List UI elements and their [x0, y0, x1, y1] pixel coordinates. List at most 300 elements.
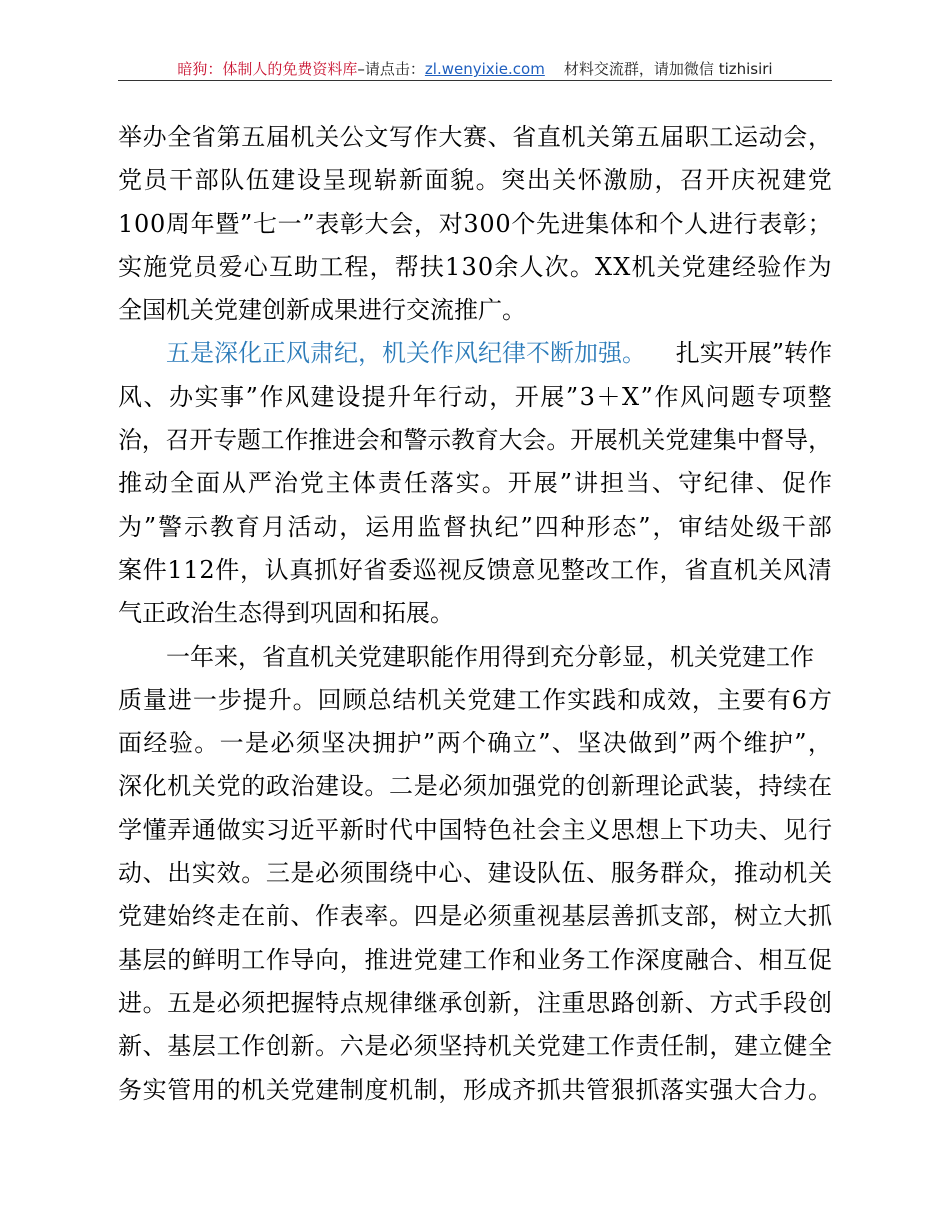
glyph: 度 [660, 945, 685, 974]
glyph: 体 [610, 209, 635, 238]
glyph: 馈 [486, 555, 511, 584]
glyph: 、 [758, 815, 783, 844]
glyph: 关 [191, 772, 216, 801]
glyph: 武 [684, 772, 709, 801]
glyph: 注 [536, 988, 561, 1017]
glyph: 建 [734, 1032, 759, 1061]
glyph: 职 [684, 123, 709, 151]
glyph: 、 [755, 469, 780, 498]
glyph: 爱 [218, 252, 243, 281]
glyph: 握 [290, 988, 315, 1017]
glyph: 项 [782, 382, 807, 411]
glyph: 部 [684, 902, 709, 931]
glyph: 须 [241, 988, 266, 1017]
body-line-tail: 扎实开展”转作 [675, 339, 832, 368]
glyph: 量 [142, 685, 167, 714]
glyph: 机 [290, 123, 315, 151]
glyph: 当 [625, 469, 650, 498]
glyph: 做 [216, 815, 241, 844]
glyph: 抓 [314, 555, 339, 584]
glyph: 弄 [167, 815, 192, 844]
glyph: 结 [392, 685, 417, 714]
glyph: 新 [660, 988, 685, 1017]
glyph: 励 [628, 166, 653, 195]
glyph: 实 [118, 252, 142, 281]
glyph: 提 [361, 382, 386, 411]
glyph: 建 [782, 166, 807, 195]
glyph: 明 [216, 945, 241, 974]
glyph: 二 [389, 772, 414, 801]
glyph: 出 [526, 166, 551, 195]
glyph: 坚 [321, 729, 346, 758]
glyph: 、 [143, 382, 168, 411]
glyph: 工 [260, 426, 285, 455]
glyph: 员 [143, 166, 168, 195]
glyph: 一 [192, 685, 217, 714]
glyph: 关 [807, 859, 832, 888]
glyph: 必 [216, 988, 241, 1017]
glyph: 作 [542, 685, 567, 714]
glyph: 省 [512, 123, 537, 151]
glyph: 育 [235, 512, 260, 541]
glyph: 展 [533, 469, 558, 498]
body-line [118, 939, 832, 982]
glyph: 加 [487, 772, 512, 801]
glyph: 案 [118, 555, 142, 584]
glyph: 创 [462, 988, 487, 1017]
glyph: 个 [718, 729, 742, 758]
glyph: 管 [167, 1075, 192, 1104]
glyph: 大 [364, 209, 389, 238]
glyph: 健 [783, 1032, 808, 1061]
glyph: 夫 [734, 815, 759, 844]
glyph: 四 [413, 902, 438, 931]
glyph: 会 [522, 426, 547, 455]
glyph: 省 [191, 123, 216, 151]
glyph: 基 [118, 945, 142, 974]
glyph: 活 [287, 512, 312, 541]
glyph: 设 [296, 166, 321, 195]
glyph: ， [438, 1075, 463, 1104]
glyph: 政 [265, 772, 290, 801]
glyph: 为 [807, 252, 832, 281]
glyph: 守 [677, 469, 702, 498]
glyph: 表 [758, 209, 783, 238]
glyph: 须 [487, 902, 512, 931]
glyph: 0 [133, 209, 150, 238]
glyph: 0 [495, 209, 511, 238]
glyph: 关 [758, 555, 783, 584]
glyph: ” [678, 729, 692, 758]
glyph: 建 [561, 1032, 586, 1061]
glyph: 。 [546, 426, 571, 455]
glyph: 设 [336, 382, 361, 411]
glyph: 关 [265, 1075, 290, 1104]
glyph: 行 [438, 382, 463, 411]
glyph: X [613, 252, 631, 281]
glyph: 员 [193, 252, 218, 281]
glyph: 护 [397, 729, 422, 758]
glyph: 集 [712, 426, 737, 455]
body-line [118, 765, 832, 808]
glyph: 决 [602, 729, 627, 758]
glyph: 创 [807, 988, 832, 1017]
glyph: 件 [142, 555, 167, 584]
glyph: 思 [610, 815, 635, 844]
glyph: 齐 [512, 1075, 537, 1104]
glyph: 机 [241, 1075, 266, 1104]
glyph: 整 [807, 382, 832, 411]
glyph: 始 [167, 902, 192, 931]
glyph: 用 [191, 1075, 216, 1104]
glyph: ” [794, 729, 807, 758]
glyph: 伍 [561, 859, 586, 888]
glyph: 总 [367, 685, 392, 714]
glyph: 式 [734, 988, 759, 1017]
glyph: ” [559, 469, 573, 498]
glyph: 中 [413, 859, 438, 888]
glyph: 顾 [342, 685, 367, 714]
glyph: 月 [261, 512, 286, 541]
body-line [118, 1069, 832, 1112]
glyph: 集 [585, 209, 610, 238]
glyph: 立 [758, 902, 783, 931]
glyph: ， [709, 902, 734, 931]
glyph: 基 [561, 902, 586, 931]
glyph: 第 [610, 123, 635, 151]
glyph: 次 [544, 252, 569, 281]
glyph: 题 [236, 426, 261, 455]
glyph: 施 [143, 252, 168, 281]
glyph: 育 [474, 426, 499, 455]
glyph: 3 [463, 209, 479, 238]
glyph: 把 [265, 988, 290, 1017]
glyph: 相 [758, 945, 783, 974]
glyph: 第 [216, 123, 241, 151]
glyph: 庆 [731, 166, 756, 195]
glyph: ， [807, 729, 832, 758]
glyph: 促 [807, 945, 832, 974]
glyph: 、 [651, 469, 676, 498]
glyph: 坚 [577, 729, 602, 758]
glyph: ＋ [596, 382, 621, 411]
glyph: 暨 [215, 209, 240, 238]
glyph: 升 [387, 382, 412, 411]
glyph: 人 [519, 252, 544, 281]
glyph: 和 [512, 945, 537, 974]
glyph: 督 [442, 512, 467, 541]
glyph: 、 [290, 902, 315, 931]
glyph: 纪 [494, 512, 519, 541]
glyph: 。 [194, 729, 219, 758]
glyph: 程 [344, 252, 369, 281]
glyph: 视 [437, 555, 462, 584]
glyph: 反 [462, 555, 487, 584]
glyph: 推 [364, 945, 389, 974]
glyph: 是 [290, 859, 315, 888]
body-line [118, 895, 832, 938]
glyph: 表 [315, 209, 340, 238]
header-divider [118, 80, 832, 81]
glyph: 专 [756, 382, 781, 411]
glyph: 实 [194, 382, 219, 411]
glyph: 务 [561, 945, 586, 974]
glyph: 律 [729, 469, 754, 498]
glyph: 党 [216, 772, 241, 801]
glyph: 实 [567, 685, 592, 714]
glyph: 装 [709, 772, 734, 801]
glyph: 践 [592, 685, 617, 714]
glyph: 力 [783, 1075, 808, 1104]
glyph: 做 [628, 729, 653, 758]
glyph: 是 [438, 902, 463, 931]
glyph: ， [709, 1032, 734, 1061]
glyph: 效 [216, 859, 241, 888]
glyph: 的 [216, 1075, 241, 1104]
glyph: 创 [265, 1032, 290, 1061]
glyph: 合 [758, 1075, 783, 1104]
glyph: 彰 [339, 209, 364, 238]
glyph: 要 [741, 685, 766, 714]
glyph: 干 [781, 512, 806, 541]
glyph: 见 [783, 815, 808, 844]
glyph: 省 [684, 555, 709, 584]
glyph: 执 [468, 512, 493, 541]
glyph: 落 [660, 1075, 685, 1104]
glyph: 关 [315, 123, 340, 151]
glyph: 五 [241, 123, 266, 151]
glyph: 治 [290, 772, 315, 801]
glyph: 动 [758, 859, 783, 888]
glyph: 通 [191, 815, 216, 844]
glyph: 扶 [419, 252, 444, 281]
body-line [118, 159, 832, 202]
glyph: 会 [536, 815, 561, 844]
glyph: 六 [339, 1032, 364, 1061]
glyph: 鲜 [191, 945, 216, 974]
glyph: 个 [511, 209, 536, 238]
glyph: 风 [285, 382, 309, 411]
glyph: 效 [666, 685, 691, 714]
glyph: 举 [118, 123, 142, 151]
glyph: 建 [271, 166, 296, 195]
glyph: 立 [512, 729, 537, 758]
glyph: 开 [507, 469, 532, 498]
glyph: 的 [561, 772, 586, 801]
glyph: 作 [284, 426, 309, 455]
glyph: ” [302, 209, 315, 238]
glyph: 责 [377, 469, 402, 498]
glyph: 治 [273, 469, 298, 498]
glyph: 验 [757, 252, 782, 281]
body-line [118, 809, 832, 852]
glyph: 作 [241, 1032, 266, 1061]
glyph: 制 [413, 1075, 438, 1104]
glyph: 党 [413, 945, 438, 974]
glyph: 机 [783, 859, 808, 888]
body-line [118, 246, 832, 289]
glyph: 是 [413, 772, 438, 801]
glyph: 召 [165, 426, 190, 455]
header-link[interactable]: zl.wenyixie.com [424, 60, 545, 78]
glyph: ” [520, 512, 533, 541]
glyph: 突 [501, 166, 526, 195]
glyph: 实 [142, 1075, 167, 1104]
glyph: 新 [610, 772, 635, 801]
glyph: 务 [635, 859, 660, 888]
body-line: 全国机关党建创新成果进行交流推广。 [118, 296, 526, 325]
glyph: 业 [536, 945, 561, 974]
glyph: X [622, 382, 640, 411]
glyph: 率 [364, 902, 389, 931]
glyph: 整 [560, 555, 585, 584]
glyph: 四 [534, 512, 559, 541]
glyph: 0 [149, 209, 166, 238]
body-line [118, 549, 832, 592]
glyph: 赛 [462, 123, 487, 151]
glyph: 任 [403, 469, 428, 498]
glyph: 帮 [394, 252, 419, 281]
glyph: 风 [783, 555, 808, 584]
glyph: 围 [364, 859, 389, 888]
glyph: 问 [705, 382, 730, 411]
glyph: 运 [365, 512, 390, 541]
glyph: 作 [782, 252, 807, 281]
glyph: 群 [660, 859, 685, 888]
glyph: 作 [265, 945, 290, 974]
glyph: ； [807, 209, 832, 238]
glyph: 展 [540, 382, 565, 411]
glyph: 实 [191, 859, 216, 888]
glyph: 必 [462, 902, 487, 931]
glyph: 会 [783, 123, 808, 151]
glyph: 风 [679, 382, 704, 411]
glyph: 促 [781, 469, 806, 498]
glyph: 路 [610, 988, 635, 1017]
glyph: 工 [586, 1032, 611, 1061]
glyph: 绕 [389, 859, 414, 888]
glyph: 建 [142, 902, 167, 931]
glyph: 关 [656, 252, 681, 281]
glyph: 层 [142, 945, 167, 974]
glyph: 教 [209, 512, 234, 541]
glyph: 服 [610, 859, 635, 888]
body-line [118, 1025, 832, 1068]
glyph: 全 [807, 1032, 832, 1061]
glyph: 是 [245, 729, 270, 758]
glyph: 关 [641, 426, 666, 455]
glyph: 中 [413, 815, 438, 844]
glyph: 和 [617, 685, 642, 714]
glyph: 狠 [610, 1075, 635, 1104]
glyph: 激 [603, 166, 628, 195]
glyph: 代 [389, 815, 414, 844]
glyph: 坚 [438, 1032, 463, 1061]
glyph: 前 [265, 902, 290, 931]
glyph: 1 [167, 555, 183, 584]
glyph: 建 [438, 945, 463, 974]
glyph: 进 [118, 988, 142, 1017]
glyph: 工 [610, 555, 635, 584]
glyph: 和 [634, 209, 659, 238]
glyph: 督 [760, 426, 785, 455]
glyph: 公 [339, 123, 364, 151]
glyph: 三 [265, 859, 290, 888]
glyph: 年 [412, 382, 437, 411]
body-line [118, 462, 832, 505]
glyph: 互 [268, 252, 293, 281]
glyph: 、 [142, 1032, 167, 1061]
glyph: 。 [241, 859, 266, 888]
glyph: 监 [416, 512, 441, 541]
glyph: 。 [807, 1075, 832, 1104]
glyph: 持 [462, 1032, 487, 1061]
body-line [118, 419, 832, 462]
glyph: 深 [635, 945, 660, 974]
glyph: 、 [487, 123, 512, 151]
glyph: 行 [733, 209, 758, 238]
glyph: 思 [586, 988, 611, 1017]
glyph: 专 [213, 426, 237, 455]
glyph: 论 [660, 772, 685, 801]
glyph: ， [512, 988, 537, 1017]
glyph: 推 [308, 426, 333, 455]
body-line: 气正政治生态得到巩固和拓展。 [118, 599, 454, 628]
glyph: ， [339, 945, 364, 974]
glyph: 建 [315, 772, 340, 801]
glyph: 落 [429, 469, 454, 498]
body-line [118, 852, 832, 895]
glyph: 设 [512, 859, 537, 888]
glyph: 1 [183, 555, 199, 584]
glyph: ， [339, 512, 364, 541]
glyph: 下 [684, 815, 709, 844]
glyph: 行 [807, 815, 832, 844]
glyph: 心 [243, 252, 268, 281]
glyph: 确 [487, 729, 512, 758]
glyph: 创 [586, 772, 611, 801]
glyph: 担 [599, 469, 624, 498]
glyph: 机 [631, 252, 656, 281]
glyph: ， [734, 772, 759, 801]
glyph: 层 [191, 1032, 216, 1061]
glyph: 严 [247, 469, 272, 498]
glyph: ， [141, 426, 166, 455]
glyph: 伍 [245, 166, 270, 195]
glyph: 党 [118, 166, 142, 195]
glyph: 责 [635, 1032, 660, 1061]
glyph: 护 [768, 729, 793, 758]
glyph: 大 [734, 1075, 759, 1104]
glyph: 运 [734, 123, 759, 151]
glyph: 两 [436, 729, 461, 758]
glyph: 持 [758, 772, 783, 801]
glyph: 部 [194, 166, 219, 195]
glyph: 色 [487, 815, 512, 844]
glyph: 党 [665, 426, 690, 455]
glyph: 实 [684, 1075, 709, 1104]
glyph: 提 [242, 685, 267, 714]
glyph: 推 [118, 469, 142, 498]
glyph: 开 [189, 426, 214, 455]
glyph: 新 [399, 166, 424, 195]
glyph: 深 [118, 772, 142, 801]
glyph: 验 [168, 729, 193, 758]
glyph: 导 [290, 945, 315, 974]
glyph: 清 [807, 555, 832, 584]
glyph: 一 [277, 209, 302, 238]
glyph: 好 [338, 555, 363, 584]
